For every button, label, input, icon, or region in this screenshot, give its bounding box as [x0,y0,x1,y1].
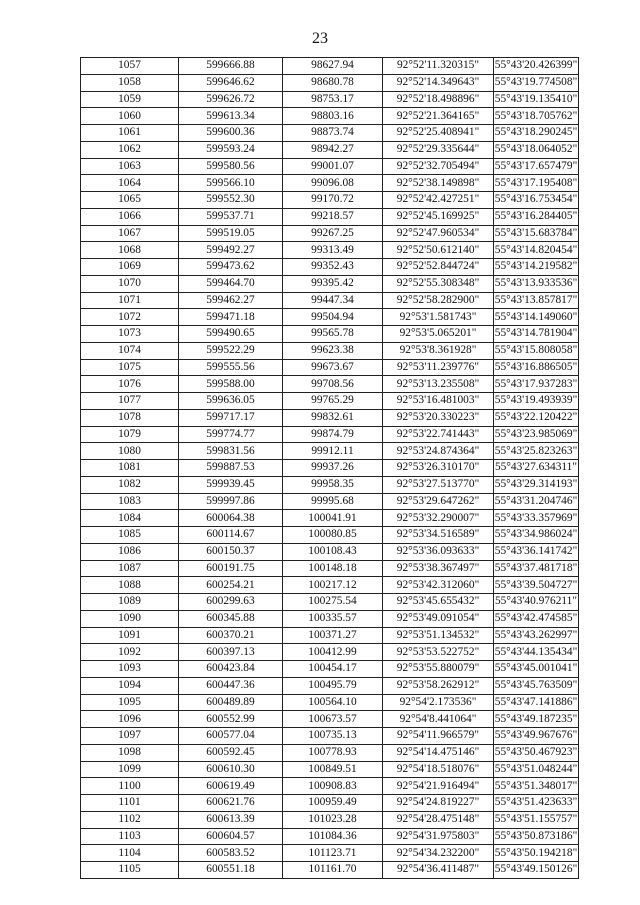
longitude-cell: 92°54'14.475146" [383,744,494,761]
table-row [81,845,579,862]
x-coordinate-cell: 599490.65 [179,326,283,343]
point-number-cell: 1070 [81,275,179,292]
longitude-cell: 92°53'51.134532" [383,627,494,644]
point-number-cell: 1084 [81,510,179,527]
y-coordinate-cell: 100849.51 [283,761,383,778]
point-number-cell: 1064 [81,175,179,192]
y-coordinate-cell: 98803.16 [283,108,383,125]
y-coordinate-cell: 101084.36 [283,828,383,845]
table-row [81,409,579,426]
x-coordinate-cell: 600114.67 [179,527,283,544]
longitude-cell: 92°52'21.364165" [383,108,494,125]
point-number-cell: 1088 [81,577,179,594]
latitude-cell: 55°43'17.937283" [494,376,579,393]
longitude-cell: 92°52'52.844724" [383,259,494,276]
table-row [81,694,579,711]
x-coordinate-cell: 599600.36 [179,125,283,142]
latitude-cell: 55°43'49.967676" [494,728,579,745]
table-row [81,527,579,544]
latitude-cell: 55°43'31.204746" [494,493,579,510]
x-coordinate-cell: 600551.18 [179,862,283,879]
point-number-cell: 1101 [81,795,179,812]
page-number: 23 [312,30,328,47]
x-coordinate-cell: 600604.57 [179,828,283,845]
point-number-cell: 1081 [81,460,179,477]
table-row [81,275,579,292]
y-coordinate-cell: 99958.35 [283,476,383,493]
table-row [81,594,579,611]
y-coordinate-cell: 100108.43 [283,543,383,560]
longitude-cell: 92°53'29.647262" [383,493,494,510]
point-number-cell: 1102 [81,811,179,828]
table-row [81,627,579,644]
y-coordinate-cell: 101123.71 [283,845,383,862]
point-number-cell: 1078 [81,409,179,426]
latitude-cell: 55°43'18.290245" [494,125,579,142]
latitude-cell: 55°43'19.493939" [494,393,579,410]
point-number-cell: 1061 [81,125,179,142]
point-number-cell: 1062 [81,141,179,158]
table-row [81,91,579,108]
longitude-cell: 92°52'50.612140" [383,242,494,259]
point-number-cell: 1104 [81,845,179,862]
x-coordinate-cell: 599636.05 [179,393,283,410]
y-coordinate-cell: 100412.99 [283,644,383,661]
longitude-cell: 92°53'53.522752" [383,644,494,661]
longitude-cell: 92°53'55.880079" [383,661,494,678]
point-number-cell: 1057 [81,58,179,75]
y-coordinate-cell: 99623.38 [283,342,383,359]
point-number-cell: 1089 [81,594,179,611]
x-coordinate-cell: 599555.56 [179,359,283,376]
x-coordinate-cell: 600592.45 [179,744,283,761]
point-number-cell: 1076 [81,376,179,393]
x-coordinate-cell: 599997.86 [179,493,283,510]
table-row [81,208,579,225]
longitude-cell: 92°54'36.411487" [383,862,494,879]
latitude-cell: 55°43'22.120422" [494,409,579,426]
y-coordinate-cell: 98753.17 [283,91,383,108]
table-row [81,58,579,75]
x-coordinate-cell: 599462.27 [179,292,283,309]
x-coordinate-cell: 599774.77 [179,426,283,443]
table-row [81,141,579,158]
latitude-cell: 55°43'19.135410" [494,91,579,108]
table-row [81,811,579,828]
point-number-cell: 1077 [81,393,179,410]
longitude-cell: 92°53'36.093633" [383,543,494,560]
latitude-cell: 55°43'51.348017" [494,778,579,795]
point-number-cell: 1069 [81,259,179,276]
longitude-cell: 92°53'42.312060" [383,577,494,594]
point-number-cell: 1072 [81,309,179,326]
point-number-cell: 1097 [81,728,179,745]
y-coordinate-cell: 98680.78 [283,74,383,91]
longitude-cell: 92°52'55.308348" [383,275,494,292]
coordinates-table [80,57,579,879]
table-row [81,828,579,845]
longitude-cell: 92°53'34.516589" [383,527,494,544]
latitude-cell: 55°43'36.141742" [494,543,579,560]
latitude-cell: 55°43'50.467923" [494,744,579,761]
x-coordinate-cell: 599492.27 [179,242,283,259]
y-coordinate-cell: 99995.68 [283,493,383,510]
y-coordinate-cell: 100908.83 [283,778,383,795]
point-number-cell: 1100 [81,778,179,795]
latitude-cell: 55°43'20.426399" [494,58,579,75]
point-number-cell: 1103 [81,828,179,845]
longitude-cell: 92°54'31.975803" [383,828,494,845]
longitude-cell: 92°52'58.282900" [383,292,494,309]
x-coordinate-cell: 600613.39 [179,811,283,828]
y-coordinate-cell: 100080.85 [283,527,383,544]
table-row [81,242,579,259]
x-coordinate-cell: 600191.75 [179,560,283,577]
latitude-cell: 55°43'42.474585" [494,610,579,627]
y-coordinate-cell: 99447.34 [283,292,383,309]
longitude-cell: 92°53'38.367497" [383,560,494,577]
latitude-cell: 55°43'23.985069" [494,426,579,443]
longitude-cell: 92°53'58.262912" [383,677,494,694]
x-coordinate-cell: 599626.72 [179,91,283,108]
longitude-cell: 92°52'32.705494" [383,158,494,175]
point-number-cell: 1067 [81,225,179,242]
longitude-cell: 92°53'49.091054" [383,610,494,627]
x-coordinate-cell: 599464.70 [179,275,283,292]
longitude-cell: 92°53'32.290007" [383,510,494,527]
table-row [81,426,579,443]
longitude-cell: 92°53'1.581743" [383,309,494,326]
y-coordinate-cell: 99001.07 [283,158,383,175]
latitude-cell: 55°43'49.187235" [494,711,579,728]
table-row [81,376,579,393]
longitude-cell: 92°54'18.518076" [383,761,494,778]
point-number-cell: 1087 [81,560,179,577]
latitude-cell: 55°43'13.933536" [494,275,579,292]
longitude-cell: 92°52'45.169925" [383,208,494,225]
y-coordinate-cell: 99096.08 [283,175,383,192]
y-coordinate-cell: 99267.25 [283,225,383,242]
table-row [81,326,579,343]
latitude-cell: 55°43'45.763509" [494,677,579,694]
y-coordinate-cell: 99937.26 [283,460,383,477]
y-coordinate-cell: 100335.57 [283,610,383,627]
table-row [81,460,579,477]
y-coordinate-cell: 99765.29 [283,393,383,410]
y-coordinate-cell: 99565.78 [283,326,383,343]
table-row [81,175,579,192]
latitude-cell: 55°43'15.808058" [494,342,579,359]
latitude-cell: 55°43'34.986024" [494,527,579,544]
x-coordinate-cell: 599580.56 [179,158,283,175]
y-coordinate-cell: 99912.11 [283,443,383,460]
point-number-cell: 1060 [81,108,179,125]
latitude-cell: 55°43'14.781904" [494,326,579,343]
latitude-cell: 55°43'18.064052" [494,141,579,158]
x-coordinate-cell: 600610.30 [179,761,283,778]
table-row [81,711,579,728]
longitude-cell: 92°53'27.513770" [383,476,494,493]
table-row [81,259,579,276]
latitude-cell: 55°43'25.823263" [494,443,579,460]
latitude-cell: 55°43'17.195408" [494,175,579,192]
table-row [81,125,579,142]
latitude-cell: 55°43'39.504727" [494,577,579,594]
latitude-cell: 55°43'50.194218" [494,845,579,862]
point-number-cell: 1071 [81,292,179,309]
y-coordinate-cell: 100735.13 [283,728,383,745]
latitude-cell: 55°43'14.820454" [494,242,579,259]
coordinates-table-body [81,58,579,879]
y-coordinate-cell: 101023.28 [283,811,383,828]
longitude-cell: 92°54'28.475148" [383,811,494,828]
longitude-cell: 92°53'8.361928" [383,342,494,359]
y-coordinate-cell: 99874.79 [283,426,383,443]
point-number-cell: 1105 [81,862,179,879]
y-coordinate-cell: 99395.42 [283,275,383,292]
latitude-cell: 55°43'37.481718" [494,560,579,577]
latitude-cell: 55°43'44.135434" [494,644,579,661]
y-coordinate-cell: 100371.27 [283,627,383,644]
x-coordinate-cell: 599666.88 [179,58,283,75]
x-coordinate-cell: 599939.45 [179,476,283,493]
table-row [81,108,579,125]
longitude-cell: 92°54'8.441064" [383,711,494,728]
x-coordinate-cell: 600583.52 [179,845,283,862]
table-row [81,225,579,242]
x-coordinate-cell: 600345.88 [179,610,283,627]
point-number-cell: 1098 [81,744,179,761]
point-number-cell: 1065 [81,192,179,209]
table-row [81,543,579,560]
y-coordinate-cell: 100778.93 [283,744,383,761]
table-row [81,862,579,879]
latitude-cell: 55°43'27.634311" [494,460,579,477]
point-number-cell: 1074 [81,342,179,359]
table-row [81,359,579,376]
table-row [81,744,579,761]
longitude-cell: 92°53'13.235508" [383,376,494,393]
x-coordinate-cell: 600064.38 [179,510,283,527]
x-coordinate-cell: 599646.62 [179,74,283,91]
latitude-cell: 55°43'14.149060" [494,309,579,326]
x-coordinate-cell: 599887.53 [179,460,283,477]
longitude-cell: 92°53'11.239776" [383,359,494,376]
table-row [81,476,579,493]
longitude-cell: 92°52'29.335644" [383,141,494,158]
point-number-cell: 1091 [81,627,179,644]
latitude-cell: 55°43'15.683784" [494,225,579,242]
x-coordinate-cell: 600619.49 [179,778,283,795]
y-coordinate-cell: 99708.56 [283,376,383,393]
point-number-cell: 1059 [81,91,179,108]
longitude-cell: 92°54'2.173536" [383,694,494,711]
point-number-cell: 1082 [81,476,179,493]
longitude-cell: 92°53'22.741443" [383,426,494,443]
x-coordinate-cell: 600621.76 [179,795,283,812]
x-coordinate-cell: 599522.29 [179,342,283,359]
y-coordinate-cell: 99504.94 [283,309,383,326]
x-coordinate-cell: 599552.30 [179,192,283,209]
table-row [81,661,579,678]
latitude-cell: 55°43'50.873186" [494,828,579,845]
longitude-cell: 92°52'42.427251" [383,192,494,209]
y-coordinate-cell: 100275.54 [283,594,383,611]
y-coordinate-cell: 99170.72 [283,192,383,209]
x-coordinate-cell: 600552.99 [179,711,283,728]
x-coordinate-cell: 600423.84 [179,661,283,678]
point-number-cell: 1066 [81,208,179,225]
x-coordinate-cell: 599519.05 [179,225,283,242]
latitude-cell: 55°43'49.150126" [494,862,579,879]
longitude-cell: 92°52'11.320315" [383,58,494,75]
table-row [81,292,579,309]
y-coordinate-cell: 98627.94 [283,58,383,75]
x-coordinate-cell: 600489.89 [179,694,283,711]
latitude-cell: 55°43'18.705762" [494,108,579,125]
y-coordinate-cell: 98942.27 [283,141,383,158]
latitude-cell: 55°43'33.357969" [494,510,579,527]
longitude-cell: 92°52'47.960534" [383,225,494,242]
longitude-cell: 92°52'25.408941" [383,125,494,142]
longitude-cell: 92°53'45.655432" [383,594,494,611]
y-coordinate-cell: 100495.79 [283,677,383,694]
table-row [81,443,579,460]
table-row [81,795,579,812]
longitude-cell: 92°53'16.481003" [383,393,494,410]
latitude-cell: 55°43'43.262997" [494,627,579,644]
latitude-cell: 55°43'51.423633" [494,795,579,812]
point-number-cell: 1080 [81,443,179,460]
point-number-cell: 1079 [81,426,179,443]
table-row [81,493,579,510]
y-coordinate-cell: 100454.17 [283,661,383,678]
latitude-cell: 55°43'51.155757" [494,811,579,828]
point-number-cell: 1075 [81,359,179,376]
point-number-cell: 1099 [81,761,179,778]
x-coordinate-cell: 599717.17 [179,409,283,426]
latitude-cell: 55°43'14.219582" [494,259,579,276]
x-coordinate-cell: 599473.62 [179,259,283,276]
y-coordinate-cell: 101161.70 [283,862,383,879]
table-row [81,560,579,577]
table-row [81,577,579,594]
latitude-cell: 55°43'40.976211" [494,594,579,611]
y-coordinate-cell: 99352.43 [283,259,383,276]
longitude-cell: 92°52'14.349643" [383,74,494,91]
point-number-cell: 1090 [81,610,179,627]
y-coordinate-cell: 99673.67 [283,359,383,376]
longitude-cell: 92°53'5.065201" [383,326,494,343]
table-row [81,761,579,778]
y-coordinate-cell: 99218.57 [283,208,383,225]
point-number-cell: 1073 [81,326,179,343]
longitude-cell: 92°53'20.330223" [383,409,494,426]
longitude-cell: 92°54'21.916494" [383,778,494,795]
x-coordinate-cell: 599471.18 [179,309,283,326]
y-coordinate-cell: 99313.49 [283,242,383,259]
latitude-cell: 55°43'16.284405" [494,208,579,225]
table-row [81,510,579,527]
y-coordinate-cell: 99832.61 [283,409,383,426]
point-number-cell: 1096 [81,711,179,728]
point-number-cell: 1063 [81,158,179,175]
y-coordinate-cell: 100673.57 [283,711,383,728]
x-coordinate-cell: 599537.71 [179,208,283,225]
x-coordinate-cell: 600370.21 [179,627,283,644]
longitude-cell: 92°52'38.149898" [383,175,494,192]
point-number-cell: 1095 [81,694,179,711]
x-coordinate-cell: 600397.13 [179,644,283,661]
table-row [81,644,579,661]
x-coordinate-cell: 600447.36 [179,677,283,694]
latitude-cell: 55°43'47.141886" [494,694,579,711]
x-coordinate-cell: 599566.10 [179,175,283,192]
table-row [81,677,579,694]
table-row [81,342,579,359]
point-number-cell: 1086 [81,543,179,560]
x-coordinate-cell: 599613.34 [179,108,283,125]
latitude-cell: 55°43'51.048244" [494,761,579,778]
longitude-cell: 92°52'18.498896" [383,91,494,108]
latitude-cell: 55°43'16.886505" [494,359,579,376]
point-number-cell: 1093 [81,661,179,678]
table-row [81,309,579,326]
y-coordinate-cell: 100041.91 [283,510,383,527]
y-coordinate-cell: 100148.18 [283,560,383,577]
longitude-cell: 92°54'24.819227" [383,795,494,812]
point-number-cell: 1094 [81,677,179,694]
longitude-cell: 92°53'24.874364" [383,443,494,460]
table-row [81,192,579,209]
y-coordinate-cell: 100959.49 [283,795,383,812]
latitude-cell: 55°43'16.753454" [494,192,579,209]
x-coordinate-cell: 600254.21 [179,577,283,594]
table-row [81,74,579,91]
latitude-cell: 55°43'17.657479" [494,158,579,175]
y-coordinate-cell: 100564.10 [283,694,383,711]
latitude-cell: 55°43'13.857817" [494,292,579,309]
table-row [81,158,579,175]
table-row [81,393,579,410]
latitude-cell: 55°43'45.001041" [494,661,579,678]
point-number-cell: 1068 [81,242,179,259]
longitude-cell: 92°53'26.310170" [383,460,494,477]
x-coordinate-cell: 599831.56 [179,443,283,460]
point-number-cell: 1058 [81,74,179,91]
longitude-cell: 92°54'34.232200" [383,845,494,862]
point-number-cell: 1092 [81,644,179,661]
longitude-cell: 92°54'11.966579" [383,728,494,745]
x-coordinate-cell: 599588.00 [179,376,283,393]
table-row [81,728,579,745]
x-coordinate-cell: 600299.63 [179,594,283,611]
y-coordinate-cell: 100217.12 [283,577,383,594]
point-number-cell: 1085 [81,527,179,544]
y-coordinate-cell: 98873.74 [283,125,383,142]
table-row [81,610,579,627]
latitude-cell: 55°43'19.774508" [494,74,579,91]
x-coordinate-cell: 600577.04 [179,728,283,745]
x-coordinate-cell: 599593.24 [179,141,283,158]
latitude-cell: 55°43'29.314193" [494,476,579,493]
x-coordinate-cell: 600150.37 [179,543,283,560]
point-number-cell: 1083 [81,493,179,510]
table-row [81,778,579,795]
